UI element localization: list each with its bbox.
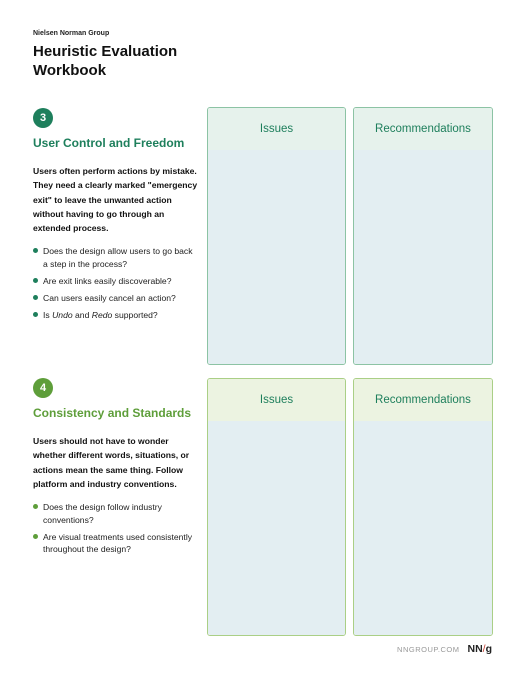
checklist	[33, 245, 198, 321]
issues-box-section-3[interactable]	[207, 107, 346, 365]
section-description: Users often perform actions by mistake. They need a clearly marked "emergency exit" to leave the unwanted action without having to go through an extended process.	[33, 166, 198, 234]
page-title-line-2: Workbook	[33, 62, 107, 79]
recommendations-box-header: Recommendations	[354, 379, 492, 421]
bullet-dot-icon	[33, 278, 38, 283]
issues-writing-area[interactable]	[208, 150, 345, 364]
issues-box-section-4[interactable]	[207, 378, 346, 636]
checklist-item: Are visual treatments used consistently throughout the design?	[33, 531, 198, 556]
bullet-dot-icon	[33, 248, 38, 253]
site-url: NNGROUP.COM	[397, 644, 460, 654]
heuristic-section-4	[33, 378, 198, 560]
issues-box-header: Issues	[208, 379, 345, 421]
issues-writing-area[interactable]	[208, 421, 345, 635]
heuristic-section-3	[33, 108, 198, 326]
checklist-item: Does the design follow industry conventions?	[33, 501, 198, 526]
footer	[397, 643, 492, 655]
checklist-item: Can users easily cancel an action?	[33, 292, 198, 305]
recommendations-writing-area[interactable]	[354, 421, 492, 635]
section-title: Consistency and Standards	[33, 406, 192, 420]
bullet-dot-icon	[33, 312, 38, 317]
issues-box-header: Issues	[208, 108, 345, 150]
section-number-badge: 4	[33, 378, 53, 398]
checklist	[33, 501, 198, 556]
bullet-dot-icon	[33, 504, 38, 509]
page-title-line-1: Heuristic Evaluation	[33, 43, 178, 60]
bullet-dot-icon	[33, 295, 38, 300]
page-title	[33, 42, 177, 80]
section-description: Users should not have to wonder whether different words, situations, or actions mean the same thing. Follow platform and industry conventions.	[33, 436, 190, 489]
checklist-item: Is Undo and Redo supported?	[33, 309, 198, 322]
undo-term: Undo	[52, 309, 73, 320]
checklist-item: Are exit links easily discoverable?	[33, 275, 198, 288]
recommendations-box-section-3[interactable]	[353, 107, 493, 365]
bullet-dot-icon	[33, 534, 38, 539]
checklist-item: Does the design allow users to go back a step in the process?	[33, 245, 198, 270]
recommendations-box-section-4[interactable]	[353, 378, 493, 636]
recommendations-box-header: Recommendations	[354, 108, 492, 150]
nng-logo: NN/g	[467, 643, 492, 655]
recommendations-writing-area[interactable]	[354, 150, 492, 364]
section-number-badge: 3	[33, 108, 53, 128]
section-title: User Control and Freedom	[33, 136, 185, 150]
redo-term: Redo	[91, 309, 113, 320]
org-name: Nielsen Norman Group	[33, 30, 110, 37]
